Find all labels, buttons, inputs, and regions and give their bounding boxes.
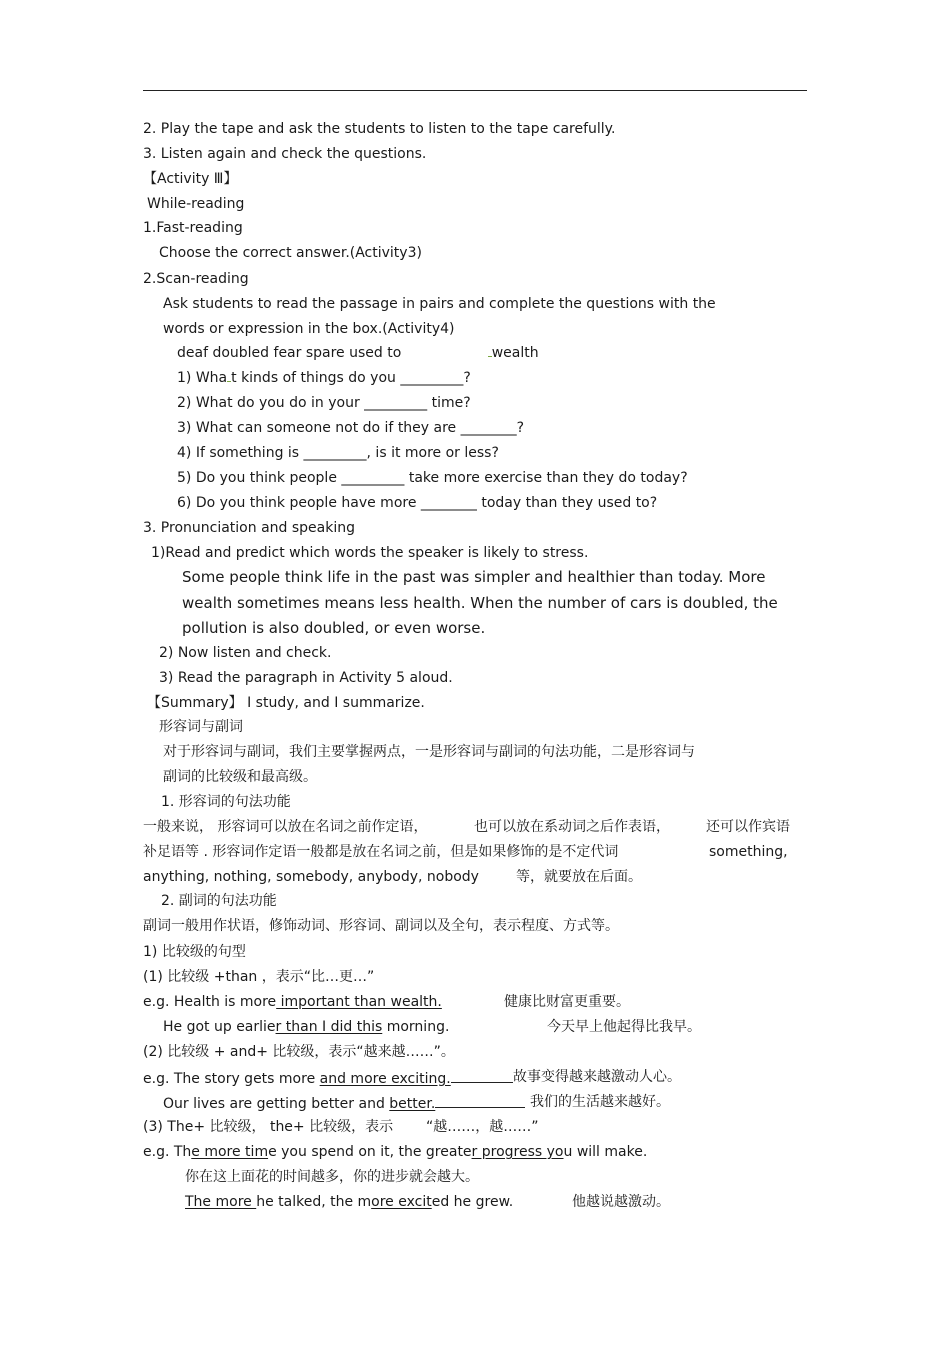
example-1-translation: 健康比财富更重要。 — [504, 994, 630, 1010]
adj-adv-intro-cont: 副词的比较级和最高级。 — [163, 769, 317, 785]
q1-end: t kinds of things do you _________? — [231, 370, 471, 386]
pattern-1: (1) 比较级 +than ，表示“比…更…” — [143, 969, 375, 985]
while-reading-heading: While-reading — [147, 196, 245, 212]
example-6-b: he talked, the m — [256, 1194, 372, 1210]
summary-heading — [147, 694, 425, 712]
question-1 — [177, 369, 471, 387]
question-6: 6) Do you think people have more ________ today than they used to? — [177, 495, 658, 511]
example-1 — [143, 993, 442, 1011]
question-3: 3) What can someone not do if they are ________? — [177, 420, 525, 436]
example-5-a: e.g. Th — [143, 1144, 192, 1160]
summary-label: 【Summary】 — [147, 695, 243, 711]
example-2-end: morning. — [382, 1019, 450, 1035]
example-1-start: e.g. Health is more — [143, 994, 277, 1010]
fast-reading-instruction: Choose the correct answer.(Activity3) — [159, 245, 422, 261]
example-6-c: ore excit — [371, 1194, 432, 1210]
adj-adv-title: 形容词与副词 — [159, 719, 243, 735]
fast-reading-heading: 1.Fast-reading — [143, 220, 243, 236]
adj-function-text-1b: 也可以放在系动词之后作表语， — [474, 819, 670, 835]
example-2 — [163, 1018, 449, 1036]
example-5-translation: 你在这上面花的时间越多，你的进步就会越大。 — [185, 1169, 479, 1185]
word-box — [177, 344, 539, 362]
word-box-wealth: wealth — [491, 345, 539, 361]
pronunciation-step-3: 3) Read the paragraph in Activity 5 aloud. — [159, 670, 453, 686]
example-3-start: e.g. The story gets more — [143, 1071, 320, 1087]
adj-function-text-2a: 补足语等 . 形容词作定语一般都是放在名词之前，但是如果修饰的是不定代词 — [143, 844, 619, 860]
example-2-underlined: r than I did this — [275, 1019, 383, 1035]
adj-function-text-3b: 等，就要放在后面。 — [516, 869, 642, 885]
comparative-patterns-heading: 1) 比较级的句型 — [143, 944, 246, 960]
passage-line-3: pollution is also doubled, or even worse. — [182, 619, 486, 637]
example-2-translation: 今天早上他起得比我早。 — [547, 1019, 701, 1035]
adj-function-heading: 1. 形容词的句法功能 — [161, 794, 291, 810]
example-6-a: The more — [185, 1194, 257, 1210]
example-6-d: ed he grew. — [431, 1194, 514, 1210]
example-4 — [163, 1093, 525, 1113]
example-4-start: Our lives are getting better and — [163, 1096, 390, 1112]
summary-text: I study, and I summarize. — [242, 695, 425, 711]
example-4-underlined: better. — [389, 1096, 436, 1112]
example-1-underlined: important than wealth. — [276, 994, 442, 1010]
activity-heading: 【Activity Ⅲ】 — [143, 171, 238, 187]
pronunciation-heading: 3. Pronunciation and speaking — [143, 520, 355, 536]
passage-line-1: Some people think life in the past was simpler and healthier than today. More — [182, 568, 766, 586]
q1-start: 1) Wha — [177, 370, 228, 386]
example-3-blank — [451, 1068, 513, 1083]
example-5-e: u will make. — [563, 1144, 648, 1160]
adj-function-text-1c: 还可以作宾语 — [706, 819, 790, 835]
example-5-d: r progress yo — [471, 1144, 564, 1160]
adj-function-text-3a: anything, nothing, somebody, anybody, nobody — [143, 869, 479, 885]
scan-reading-heading: 2.Scan-reading — [143, 271, 249, 287]
example-6-translation: 他越说越激动。 — [572, 1194, 670, 1210]
pattern-3: (3) The+ 比较级， the+ 比较级，表示 — [143, 1119, 394, 1135]
question-2: 2) What do you do in your _________ time? — [177, 395, 471, 411]
word-box-words: deaf doubled fear spare used to — [177, 345, 402, 361]
adv-function-heading: 2. 副词的句法功能 — [161, 893, 277, 909]
pronunciation-step-2: 2) Now listen and check. — [159, 645, 332, 661]
pattern-2: (2) 比较级 + and+ 比较级，表示“越来越……”。 — [143, 1044, 455, 1060]
example-3-translation: 故事变得越来越激动人心。 — [513, 1069, 681, 1085]
example-6 — [185, 1193, 513, 1211]
pattern-3-meaning: “越……，越……” — [426, 1119, 539, 1135]
scan-reading-instruction-cont: words or expression in the box.(Activity4) — [163, 321, 455, 337]
example-4-blank — [435, 1093, 525, 1108]
pronunciation-step-1: 1)Read and predict which words the speaker is likely to stress. — [151, 545, 589, 561]
example-5-b: e more tim — [191, 1144, 269, 1160]
example-4-translation: 我们的生活越来越好。 — [530, 1094, 670, 1110]
step-play-tape: 2. Play the tape and ask the students to listen to the tape carefully. — [143, 121, 616, 137]
adj-adv-intro: 对于形容词与副词，我们主要掌握两点，一是形容词与副词的句法功能，二是形容词与 — [163, 744, 695, 760]
example-5-c: e you spend on it, the greate — [268, 1144, 472, 1160]
header-rule — [143, 90, 807, 91]
example-3 — [143, 1068, 513, 1088]
adj-function-text-1a: 一般来说， 形容词可以放在名词之前作定语， — [143, 819, 428, 835]
example-5 — [143, 1143, 647, 1161]
adv-function-text: 副词一般用作状语，修饰动词、形容词、副词以及全句，表示程度、方式等。 — [143, 918, 619, 934]
adj-function-text-2b: something, — [709, 844, 788, 860]
passage-line-2: wealth sometimes means less health. When the number of cars is doubled, the — [182, 594, 778, 612]
example-3-underlined: and more exciting. — [319, 1071, 451, 1087]
scan-reading-instruction: Ask students to read the passage in pairs and complete the questions with the — [163, 296, 716, 312]
question-5: 5) Do you think people _________ take more exercise than they do today? — [177, 470, 688, 486]
question-4: 4) If something is _________, is it more or less? — [177, 445, 499, 461]
example-2-start: He got up earlie — [163, 1019, 276, 1035]
step-listen-again: 3. Listen again and check the questions. — [143, 146, 427, 162]
